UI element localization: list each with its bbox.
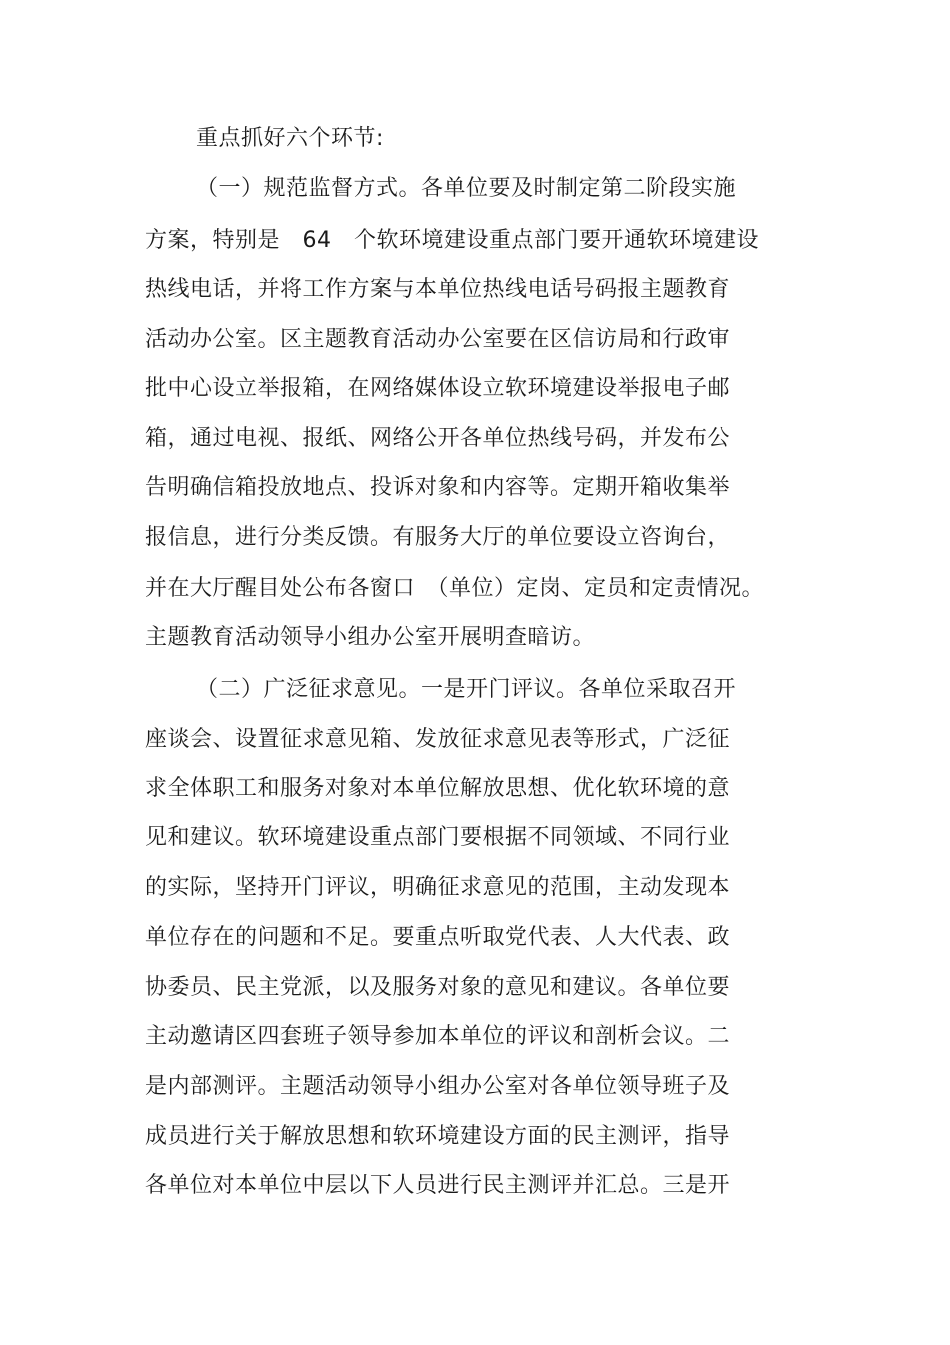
text-line: 成员进行关于解放思想和软环境建设方面的民主测评，指导 <box>145 1124 731 1149</box>
text-line: 批中心设立举报箱，在网络媒体设立软环境建设举报电子邮 <box>145 376 731 401</box>
text-line: 箱，通过电视、报纸、网络公开各单位热线号码，并发布公 <box>145 426 731 451</box>
text-line: 协委员、民主党派，以及服务对象的意见和建议。各单位要 <box>145 975 731 1000</box>
text-line: 是内部测评。主题活动领导小组办公室对各单位领导班子及 <box>145 1074 731 1099</box>
text-line: 并在大厅醒目处公布各窗口 （单位）定岗、定员和定责情况。 <box>145 576 765 601</box>
text-line: （二）广泛征求意见。一是开门评议。各单位采取召开 <box>196 677 737 702</box>
text-line: 方案，特别是 64 个软环境建设重点部门要开通软环境建设 <box>145 228 759 253</box>
text-line: 各单位对本单位中层以下人员进行民主测评并汇总。三是开 <box>145 1173 731 1198</box>
text-line: 单位存在的问题和不足。要重点听取党代表、人大代表、政 <box>145 925 731 950</box>
text-line: 见和建议。软环境建设重点部门要根据不同领域、不同行业 <box>145 825 731 850</box>
text-line: 主题教育活动领导小组办公室开展明查暗访。 <box>145 625 596 650</box>
text-line: 告明确信箱投放地点、投诉对象和内容等。定期开箱收集举 <box>145 475 731 500</box>
text-line: 座谈会、设置征求意见箱、发放征求意见表等形式，广泛征 <box>145 727 731 752</box>
text-line: 主动邀请区四套班子领导参加本单位的评议和剖析会议。二 <box>145 1024 731 1049</box>
text-line: 的实际，坚持开门评议，明确征求意见的范围，主动发现本 <box>145 875 731 900</box>
text-line: 求全体职工和服务对象对本单位解放思想、优化软环境的意 <box>145 776 731 801</box>
text-line: （一）规范监督方式。各单位要及时制定第二阶段实施 <box>196 176 737 201</box>
text-line: 重点抓好六个环节: <box>196 126 384 151</box>
text-line: 活动办公室。区主题教育活动办公室要在区信访局和行政审 <box>145 327 731 352</box>
text-line: 报信息，进行分类反馈。有服务大厅的单位要设立咨询台， <box>145 525 731 550</box>
text-line: 热线电话，并将工作方案与本单位热线电话号码报主题教育 <box>145 277 731 302</box>
